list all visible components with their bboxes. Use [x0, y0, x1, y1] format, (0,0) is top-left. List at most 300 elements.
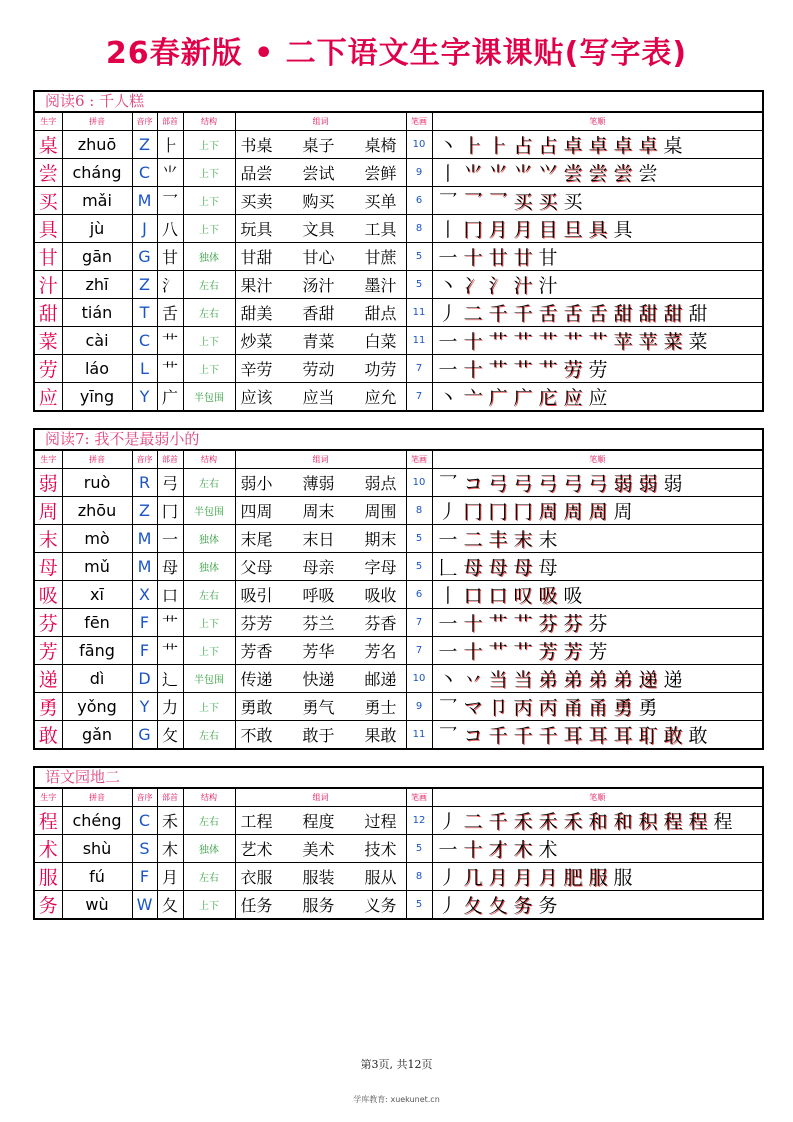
structure-cell: 左右 — [183, 807, 235, 835]
section-title: 阅读6 : 千人糕 — [35, 92, 762, 112]
stroke-count-cell: 9 — [406, 159, 432, 187]
stroke-count-cell: 7 — [406, 383, 432, 411]
pinyin-cell: xī — [62, 581, 132, 609]
radical-cell: 氵 — [157, 271, 183, 299]
stroke-order-cell — [432, 327, 762, 355]
stroke-step: 丙 — [513, 697, 533, 719]
stroke-step: 口 — [463, 585, 483, 607]
stroke-step: 弓 — [488, 473, 508, 495]
character-cell: 递 — [35, 665, 62, 693]
stroke-order-cell — [432, 355, 762, 383]
character-cell: 术 — [35, 835, 62, 863]
section-language-garden-2 — [33, 766, 764, 920]
stroke-step: 吸 — [538, 585, 558, 607]
word-item: 墨汁 — [364, 276, 397, 295]
word-item: 义务 — [364, 896, 397, 915]
character-cell: 菜 — [35, 327, 62, 355]
words-cell — [235, 665, 406, 693]
word-item: 期末 — [364, 530, 397, 549]
stroke-step: 程 — [713, 811, 733, 833]
stroke-step: 一 — [438, 247, 458, 269]
stroke-order-cell — [432, 609, 762, 637]
header-strokes: 笔画 — [406, 113, 432, 131]
stroke-step: 艹 — [488, 613, 508, 635]
stroke-step: 一 — [438, 331, 458, 353]
character-cell: 母 — [35, 553, 62, 581]
phonetic-order-cell: M — [132, 525, 157, 553]
words-cell — [235, 807, 406, 835]
stroke-step: 丨 — [438, 219, 458, 241]
header-words: 组词 — [235, 789, 406, 807]
word-item: 青菜 — [302, 332, 335, 351]
character-cell: 末 — [35, 525, 62, 553]
word-item: 芳华 — [302, 642, 335, 661]
stroke-step: 乛 — [488, 191, 508, 213]
stroke-step: 应 — [563, 387, 583, 409]
table-row — [35, 131, 762, 159]
stroke-step: 母 — [488, 557, 508, 579]
stroke-step: 尝 — [638, 163, 658, 185]
pinyin-cell: yǒng — [62, 693, 132, 721]
stroke-step: 舌 — [588, 303, 608, 325]
stroke-step: 劳 — [588, 359, 608, 381]
stroke-count-cell: 12 — [406, 807, 432, 835]
section-title: 语文园地二 — [35, 768, 762, 788]
radical-cell: ⺊ — [157, 131, 183, 159]
character-cell: 应 — [35, 383, 62, 411]
stroke-step: 汁 — [538, 275, 558, 297]
stroke-step: 勇 — [613, 697, 633, 719]
word-item: 甘甜 — [240, 248, 273, 267]
stroke-step: 卩 — [488, 697, 508, 719]
radical-cell: 木 — [157, 835, 183, 863]
stroke-step: 千 — [513, 725, 533, 747]
character-cell: 勇 — [35, 693, 62, 721]
word-item: 末尾 — [240, 530, 273, 549]
stroke-step: マ — [463, 697, 483, 719]
header-char: 生字 — [35, 451, 62, 469]
stroke-step: 十 — [463, 359, 483, 381]
structure-cell: 上下 — [183, 187, 235, 215]
stroke-step: 和 — [613, 811, 633, 833]
stroke-step: 劳 — [563, 359, 583, 381]
stroke-step: 艹 — [513, 641, 533, 663]
stroke-step: 丶 — [438, 135, 458, 157]
header-radical: 部首 — [157, 451, 183, 469]
word-item: 工具 — [364, 220, 397, 239]
word-item: 服从 — [364, 868, 397, 887]
stroke-step: 艹 — [538, 359, 558, 381]
stroke-step: 禾 — [538, 811, 558, 833]
word-item: 白菜 — [364, 332, 397, 351]
header-stroke-order: 笔顺 — [432, 113, 762, 131]
stroke-step: 甜 — [638, 303, 658, 325]
pinyin-cell: mǔ — [62, 553, 132, 581]
table-row — [35, 721, 762, 749]
table-row — [35, 243, 762, 271]
stroke-step: 乛 — [438, 473, 458, 495]
stroke-order-cell — [432, 215, 762, 243]
word-item: 任务 — [240, 896, 273, 915]
word-item: 购买 — [302, 192, 335, 211]
structure-cell: 左右 — [183, 299, 235, 327]
words-cell — [235, 609, 406, 637]
stroke-count-cell: 6 — [406, 187, 432, 215]
stroke-step: 递 — [638, 669, 658, 691]
radical-cell: 乛 — [157, 187, 183, 215]
stroke-order-cell — [432, 243, 762, 271]
word-item: 甜美 — [240, 304, 273, 323]
structure-cell: 左右 — [183, 863, 235, 891]
structure-cell: 独体 — [183, 835, 235, 863]
stroke-step: 尝 — [613, 163, 633, 185]
stroke-step: 丶 — [438, 669, 458, 691]
header-order: 音序 — [132, 113, 157, 131]
word-item: 芬香 — [364, 614, 397, 633]
words-cell — [235, 525, 406, 553]
stroke-step: 禾 — [513, 811, 533, 833]
table-row — [35, 355, 762, 383]
stroke-step: 一 — [438, 641, 458, 663]
character-cell: 务 — [35, 891, 62, 919]
header-structure: 结构 — [183, 451, 235, 469]
stroke-count-cell: 11 — [406, 299, 432, 327]
stroke-step: 递 — [663, 669, 683, 691]
word-item: 品尝 — [240, 164, 273, 183]
stroke-step: 舌 — [563, 303, 583, 325]
words-cell — [235, 835, 406, 863]
pinyin-cell: wù — [62, 891, 132, 919]
table-row — [35, 891, 762, 919]
page-number: 第3页, 共12页 — [360, 1058, 433, 1071]
word-item: 果敢 — [364, 726, 397, 745]
stroke-step: 艹 — [563, 331, 583, 353]
word-item: 薄弱 — [302, 474, 335, 493]
stroke-step: 月 — [513, 219, 533, 241]
header-structure: 结构 — [183, 113, 235, 131]
word-item: 勇士 — [364, 698, 397, 717]
stroke-step: 丙 — [538, 697, 558, 719]
word-item: 弱点 — [364, 474, 397, 493]
stroke-count-cell: 5 — [406, 271, 432, 299]
stroke-step: 千 — [488, 303, 508, 325]
stroke-step: 弓 — [588, 473, 608, 495]
stroke-step: 占 — [538, 135, 558, 157]
radical-cell: 八 — [157, 215, 183, 243]
stroke-step: 舌 — [538, 303, 558, 325]
pinyin-cell: tián — [62, 299, 132, 327]
stroke-step: 乛 — [438, 697, 458, 719]
header-char: 生字 — [35, 789, 62, 807]
word-item: 芳香 — [240, 642, 273, 661]
stroke-step: 一 — [438, 613, 458, 635]
structure-cell: 上下 — [183, 159, 235, 187]
stroke-count-cell: 11 — [406, 327, 432, 355]
words-cell — [235, 187, 406, 215]
stroke-step: 亠 — [463, 387, 483, 409]
stroke-step: 甘 — [538, 247, 558, 269]
stroke-step: 叹 — [513, 585, 533, 607]
structure-cell: 左右 — [183, 721, 235, 749]
words-cell — [235, 299, 406, 327]
stroke-step: ⺌ — [488, 163, 508, 185]
stroke-step: 丷 — [463, 669, 483, 691]
stroke-step: 口 — [488, 585, 508, 607]
stroke-step: 末 — [513, 529, 533, 551]
stroke-step: 十 — [463, 247, 483, 269]
character-cell: 劳 — [35, 355, 62, 383]
word-item: 周末 — [302, 502, 335, 521]
structure-cell: 上下 — [183, 891, 235, 919]
stroke-step: 几 — [463, 867, 483, 889]
header-pinyin: 拼音 — [62, 789, 132, 807]
table-header-row — [35, 113, 762, 131]
stroke-step: 服 — [588, 867, 608, 889]
stroke-step: ⺊ — [488, 135, 508, 157]
pinyin-cell: cháng — [62, 159, 132, 187]
pinyin-cell: fēn — [62, 609, 132, 637]
word-item: 文具 — [302, 220, 335, 239]
stroke-step: 冂 — [463, 501, 483, 523]
stroke-step: 术 — [538, 839, 558, 861]
word-item: 过程 — [364, 812, 397, 831]
stroke-step: 艹 — [513, 613, 533, 635]
stroke-step: 末 — [538, 529, 558, 551]
word-item: 美术 — [302, 840, 335, 859]
stroke-step: 甬 — [563, 697, 583, 719]
structure-cell: 左右 — [183, 581, 235, 609]
stroke-step: 弱 — [613, 473, 633, 495]
phonetic-order-cell: M — [132, 187, 157, 215]
word-item: 甘心 — [302, 248, 335, 267]
stroke-step: 耳 — [588, 725, 608, 747]
stroke-count-cell: 7 — [406, 609, 432, 637]
table-row — [35, 637, 762, 665]
stroke-step: ⺊ — [463, 135, 483, 157]
word-item: 邮递 — [364, 670, 397, 689]
words-cell — [235, 553, 406, 581]
stroke-step: 菜 — [688, 331, 708, 353]
stroke-step: 冂 — [488, 501, 508, 523]
stroke-step: 敢 — [688, 725, 708, 747]
stroke-step: ⺌ — [513, 163, 533, 185]
stroke-step: 丿 — [438, 501, 458, 523]
stroke-order-cell — [432, 721, 762, 749]
structure-cell: 上下 — [183, 215, 235, 243]
structure-cell: 独体 — [183, 243, 235, 271]
stroke-step: 弓 — [563, 473, 583, 495]
word-item: 艺术 — [240, 840, 273, 859]
word-item: 玩具 — [240, 220, 273, 239]
stroke-step: 弱 — [638, 473, 658, 495]
stroke-count-cell: 5 — [406, 525, 432, 553]
stroke-step: 十 — [463, 839, 483, 861]
stroke-step: 尝 — [588, 163, 608, 185]
structure-cell: 上下 — [183, 355, 235, 383]
structure-cell: 上下 — [183, 637, 235, 665]
stroke-step: 程 — [688, 811, 708, 833]
stroke-step: 艹 — [513, 331, 533, 353]
character-cell: 甜 — [35, 299, 62, 327]
stroke-step: 木 — [513, 839, 533, 861]
stroke-order-cell — [432, 187, 762, 215]
table-row — [35, 383, 762, 411]
radical-cell: 广 — [157, 383, 183, 411]
structure-cell: 上下 — [183, 693, 235, 721]
stroke-step: 广 — [513, 387, 533, 409]
table-row — [35, 807, 762, 835]
words-cell — [235, 581, 406, 609]
stroke-step: 禾 — [563, 811, 583, 833]
stroke-step: 母 — [463, 557, 483, 579]
stroke-step: 冂 — [463, 219, 483, 241]
stroke-step: 千 — [538, 725, 558, 747]
stroke-step: 丿 — [438, 895, 458, 917]
stroke-step: 积 — [638, 811, 658, 833]
table-header-row — [35, 789, 762, 807]
word-item: 父母 — [240, 558, 273, 577]
header-words: 组词 — [235, 113, 406, 131]
phonetic-order-cell: D — [132, 665, 157, 693]
character-cell: 弱 — [35, 469, 62, 497]
stroke-order-cell — [432, 159, 762, 187]
stroke-step: コ — [463, 725, 483, 747]
stroke-step: 广 — [488, 387, 508, 409]
character-cell: 芬 — [35, 609, 62, 637]
stroke-step: 乛 — [463, 191, 483, 213]
word-item: 芬芳 — [240, 614, 273, 633]
words-cell — [235, 721, 406, 749]
stroke-step: 务 — [538, 895, 558, 917]
word-item: 芳名 — [364, 642, 397, 661]
stroke-order-cell — [432, 693, 762, 721]
word-item: 香甜 — [302, 304, 335, 323]
pinyin-cell: fú — [62, 863, 132, 891]
stroke-step: ⺍ — [538, 163, 558, 185]
stroke-step: 当 — [488, 669, 508, 691]
radical-cell: 月 — [157, 863, 183, 891]
stroke-step: 千 — [513, 303, 533, 325]
stroke-step: 汁 — [513, 275, 533, 297]
character-cell: 吸 — [35, 581, 62, 609]
table-row — [35, 609, 762, 637]
word-item: 果汁 — [240, 276, 273, 295]
pinyin-cell: yīng — [62, 383, 132, 411]
stroke-step: 夂 — [488, 895, 508, 917]
structure-cell: 上下 — [183, 131, 235, 159]
stroke-step: 卓 — [613, 135, 633, 157]
table-row — [35, 469, 762, 497]
stroke-step: 才 — [488, 839, 508, 861]
table-row — [35, 497, 762, 525]
section-reading-6 — [33, 90, 764, 412]
stroke-step: 卓 — [563, 135, 583, 157]
stroke-order-cell — [432, 891, 762, 919]
radical-cell: 辶 — [157, 665, 183, 693]
stroke-step: 丿 — [438, 867, 458, 889]
character-table — [35, 788, 762, 918]
word-item: 服务 — [302, 896, 335, 915]
word-item: 勇敢 — [240, 698, 273, 717]
word-item: 技术 — [364, 840, 397, 859]
stroke-step: 甜 — [613, 303, 633, 325]
stroke-step: コ — [463, 473, 483, 495]
header-char: 生字 — [35, 113, 62, 131]
table-row — [35, 215, 762, 243]
stroke-step: 周 — [538, 501, 558, 523]
stroke-step: 十 — [463, 641, 483, 663]
table-row — [35, 299, 762, 327]
stroke-step: 甜 — [688, 303, 708, 325]
table-row — [35, 159, 762, 187]
phonetic-order-cell: Y — [132, 693, 157, 721]
word-item: 芬兰 — [302, 614, 335, 633]
stroke-step: 当 — [513, 669, 533, 691]
stroke-step: 冫 — [463, 275, 483, 297]
pinyin-cell: fāng — [62, 637, 132, 665]
character-cell: 周 — [35, 497, 62, 525]
header-stroke-order: 笔顺 — [432, 451, 762, 469]
table-row — [35, 863, 762, 891]
stroke-step: 丨 — [438, 585, 458, 607]
stroke-step: 一 — [438, 529, 458, 551]
phonetic-order-cell: S — [132, 835, 157, 863]
stroke-step: 芬 — [563, 613, 583, 635]
phonetic-order-cell: L — [132, 355, 157, 383]
table-row — [35, 525, 762, 553]
radical-cell: 母 — [157, 553, 183, 581]
radical-cell: 力 — [157, 693, 183, 721]
header-strokes: 笔画 — [406, 451, 432, 469]
pinyin-cell: chéng — [62, 807, 132, 835]
phonetic-order-cell: C — [132, 327, 157, 355]
stroke-step: 周 — [588, 501, 608, 523]
word-item: 劳动 — [302, 360, 335, 379]
stroke-order-cell — [432, 497, 762, 525]
word-item: 周围 — [364, 502, 397, 521]
stroke-step: 卓 — [588, 135, 608, 157]
word-item: 应允 — [364, 388, 397, 407]
stroke-step: 乛 — [438, 191, 458, 213]
table-row — [35, 271, 762, 299]
structure-cell: 左右 — [183, 271, 235, 299]
stroke-step: 丨 — [438, 163, 458, 185]
stroke-step: 菜 — [663, 331, 683, 353]
stroke-count-cell: 8 — [406, 215, 432, 243]
pinyin-cell: mǎi — [62, 187, 132, 215]
stroke-order-cell — [432, 271, 762, 299]
word-item: 功劳 — [364, 360, 397, 379]
table-row — [35, 553, 762, 581]
table-row — [35, 187, 762, 215]
word-item: 服装 — [302, 868, 335, 887]
word-item: 辛劳 — [240, 360, 273, 379]
words-cell — [235, 891, 406, 919]
stroke-step: 一 — [438, 359, 458, 381]
word-item: 传递 — [240, 670, 273, 689]
radical-cell: 冂 — [157, 497, 183, 525]
stroke-step: 月 — [513, 867, 533, 889]
structure-cell: 左右 — [183, 469, 235, 497]
stroke-step: 丶 — [438, 275, 458, 297]
header-radical: 部首 — [157, 789, 183, 807]
word-item: 工程 — [240, 812, 273, 831]
character-cell: 程 — [35, 807, 62, 835]
stroke-step: 耳 — [563, 725, 583, 747]
pinyin-cell: cài — [62, 327, 132, 355]
stroke-step: 芬 — [538, 613, 558, 635]
words-cell — [235, 355, 406, 383]
